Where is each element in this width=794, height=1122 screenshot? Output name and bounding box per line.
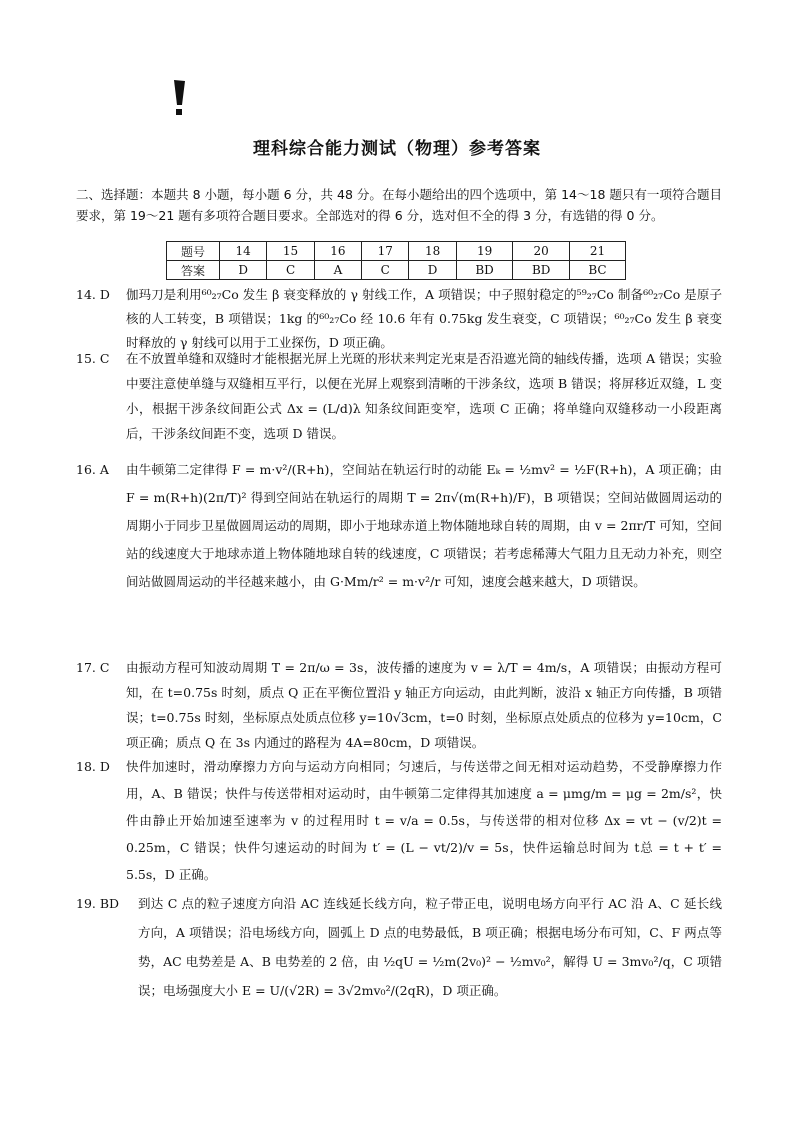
table-row-label: 题号 — [167, 242, 220, 261]
page-title: 理科综合能力测试（物理）参考答案 — [253, 139, 541, 159]
question-number-cell: 21 — [569, 242, 625, 261]
question-number: 18. D — [76, 759, 110, 774]
question-15-explanation — [76, 346, 722, 446]
question-18-explanation — [76, 753, 722, 888]
question-number: 16. A — [76, 462, 109, 477]
table-row — [167, 242, 626, 261]
question-17-explanation — [76, 655, 722, 755]
answer-cell: D — [220, 261, 267, 280]
question-number: 15. C — [76, 351, 110, 366]
question-number-cell: 19 — [456, 242, 513, 261]
answer-cell: BD — [456, 261, 513, 280]
answer-cell: A — [314, 261, 361, 280]
answer-table — [166, 241, 626, 280]
explanation-text: 由振动方程可知波动周期 T = 2π/ω = 3s，波传播的速度为 v = λ/T = 4m/s，A 项错误；由振动方程可知，在 t=0.75s 时刻，质点 Q 正在平衡位置沿 y 轴正方向运动，由此判断，波沿 x 轴正方向传播，B 项错误；t=0.75s 时刻，坐标原点处质点位移 y=10√3cm，t=0 时刻，坐标原点处质点的位移为 y=10cm，C 项正确；质点 Q 在 3s 内通过的路程为 4A=80cm，D 项错误。 — [126, 660, 722, 750]
question-number-cell: 16 — [314, 242, 361, 261]
question-number-cell: 15 — [267, 242, 314, 261]
answer-cell: C — [362, 261, 409, 280]
question-number-cell: 14 — [220, 242, 267, 261]
question-19-explanation — [76, 889, 722, 1005]
section-intro: 二、选择题：本题共 8 小题，每小题 6 分，共 48 分。在每小题给出的四个选项中，第 14～18 题只有一项符合题目要求，第 19～21 题有多项符合题目要求。全部选对的得 6 分，选对但不全的得 3 分，有选错的得 0 分。 — [76, 187, 722, 223]
ink-mark-icon — [170, 78, 188, 118]
explanation-text: 在不放置单缝和双缝时才能根据光屏上光斑的形状来判定光束是否沿遮光筒的轴线传播，选项 A 错误；实验中要注意使单缝与双缝相互平行，以便在光屏上观察到清晰的干涉条纹，选项 B 错误；将屏移近双缝，L 变小，根据干涉条纹间距公式 Δx = (L/d)λ 知条纹间距变窄，选项 C 正确；将单缝向双缝移动一小段距离后，干涉条纹间距不变，选项 D 错误。 — [126, 351, 722, 441]
explanation-text: 由牛顿第二定律得 F = m·v²/(R+h)，空间站在轨运行时的动能 Eₖ = ½mv² = ½F(R+h)，A 项正确；由 F = m(R+h)(2π/T)² 得到空间站在轨运行的周期 T = 2π√(m(R+h)/F)，B 项错误；空间站做圆周运动的周期小于同步卫星做圆周运动的周期，即小于地球赤道上物体随地球自转的周期，由 v = 2πr/T 可知，空间站的线速度大于地球赤道上物体随地球自转的线速度，C 项错误；若考虑稀薄大气阻力且无动力补充，则空间站做圆周运动的半径越来越小，由 G·Mm/r² = m·v²/r 可知，速度会越来越大，D 项错误。 — [126, 462, 722, 589]
question-number-cell: 17 — [362, 242, 409, 261]
explanation-text: 伽玛刀是利用⁶⁰₂₇Co 发生 β 衰变释放的 γ 射线工作，A 项错误；中子照射稳定的⁵⁹₂₇Co 制备⁶⁰₂₇Co 是原子核的人工转变，B 项错误；1kg 的⁶⁰₂₇Co 经 10.6 年有 0.75kg 发生衰变，C 项错误；⁶⁰₂₇Co 发生 β 衰变时释放的 γ 射线可以用于工业探伤，D 项正确。 — [126, 287, 722, 350]
answer-cell: C — [267, 261, 314, 280]
explanation-text: 快件加速时，滑动摩擦力方向与运动方向相同；匀速后，与传送带之间无相对运动趋势，不受静摩擦力作用，A、B 错误；快件与传送带相对运动时，由牛顿第二定律得其加速度 a = μmg/m = μg = 2m/s²，快件由静止开始加速至速率为 v 的过程用时 t = v/a = 0.5s，与传送带的相对位移 Δx = vt − (v/2)t = 0.25m，C 错误；快件匀速运动的时间为 t′ = (L − vt/2)/v = 5s，快件运输总时间为 t总 = t + t′ = 5.5s，D 正确。 — [126, 759, 722, 882]
table-row-label: 答案 — [167, 261, 220, 280]
question-number: 19. BD — [76, 896, 120, 911]
question-number: 17. C — [76, 660, 110, 675]
explanation-text: 到达 C 点的粒子速度方向沿 AC 连线延长线方向，粒子带正电，说明电场方向平行 AC 沿 A、C 延长线方向，A 项错误；沿电场线方向，圆弧上 D 点的电势最低，B 项正确；根据电场分布可知，C、F 两点等势，AC 电势差是 A、B 电势差的 2 倍，由 ½qU = ½m(2v₀)² − ½mv₀²，解得 U = 3mv₀²/q，C 项错误；电场强度大小 E = U/(√2R) = 3√2mv₀²/(2qR)，D 项正确。 — [138, 896, 722, 998]
question-number: 14. D — [76, 287, 110, 302]
question-16-explanation — [76, 456, 722, 596]
table-row — [167, 261, 626, 280]
answer-cell: D — [409, 261, 456, 280]
question-number-cell: 20 — [513, 242, 570, 261]
answer-cell: BD — [513, 261, 570, 280]
question-number-cell: 18 — [409, 242, 456, 261]
answer-cell: BC — [569, 261, 625, 280]
question-14-explanation — [76, 283, 722, 355]
